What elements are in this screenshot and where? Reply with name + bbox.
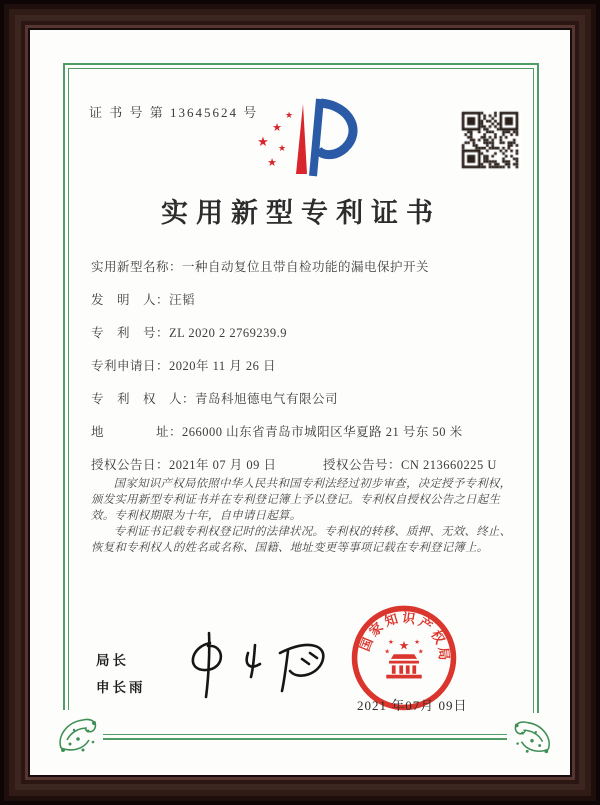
logo-star-icon: ★: [277, 143, 287, 153]
legal-paragraph-1: 国家知识产权局依照中华人民共和国专利法经过初步审查，决定授予专利权，颁发实用新型专利证书并在专利登记簿上予以登记。专利权自授权公告之日起生效。专利权期限为十年，自申请日起算。: [91, 478, 512, 522]
logo-star-icon: ★: [267, 157, 277, 169]
field-patent-number: 专 利 号：ZL 2020 2 2769239.9: [91, 326, 288, 340]
svg-text:★: ★: [417, 648, 424, 656]
legal-paragraph-2: 专利证书记载专利权登记时的法律状况。专利权的转移、质押、无效、终止、恢复和专利权人的姓名或名称、国籍、地址变更等事项记载在专利登记簿上。: [91, 525, 512, 554]
logo-p-bar: [313, 99, 320, 176]
svg-text:★: ★: [384, 648, 391, 656]
floral-corner-ornament-icon: [507, 713, 557, 757]
director-signature-icon: [176, 627, 334, 703]
legal-text: [91, 477, 515, 557]
certificate-title: 实用新型专利证书: [161, 198, 441, 228]
field-patentee: 专 利 权 人：青岛科旭德电气有限公司: [91, 392, 339, 406]
cnipa-logo-icon: [251, 94, 366, 180]
director-name-label: 申长雨: [96, 680, 146, 695]
svg-text:★: ★: [398, 638, 410, 653]
seal-date: 2021 年07月 09日: [357, 698, 468, 713]
floral-corner-ornament-icon: [53, 710, 103, 758]
field-filing-date: 专利申请日：2020年 11 月 26 日: [91, 359, 277, 373]
seal-text: 国家知识产权局: [356, 609, 452, 664]
logo-star-icon: ★: [272, 122, 282, 134]
certificate-number: 证 书 号 第 13645624 号: [89, 105, 259, 120]
logo-tower: [296, 104, 307, 174]
seal-national-emblem-icon: [384, 638, 424, 679]
logo-p-bowl: [318, 103, 353, 155]
field-address: 地 址：266000 山东省青岛市城阳区华夏路 21 号东 50 米: [91, 425, 463, 439]
certificate-green-border: [68, 68, 534, 735]
svg-text:★: ★: [414, 638, 420, 646]
logo-star-icon: ★: [257, 134, 269, 149]
field-inventor: 发 明 人：汪韬: [91, 293, 196, 307]
field-utility-model-name: 实用新型名称：一种自动复位且带自检功能的漏电保护开关: [91, 260, 430, 274]
qr-code: [459, 109, 521, 171]
svg-text:★: ★: [388, 638, 394, 646]
director-title-label: 局长: [96, 653, 129, 668]
field-grant-publication-date: 授权公告日：2021年 07 月 09 日: [91, 458, 277, 472]
logo-star-icon: ★: [284, 110, 294, 120]
field-grant-publication-number: 授权公告号：CN 213660225 U: [323, 458, 497, 472]
